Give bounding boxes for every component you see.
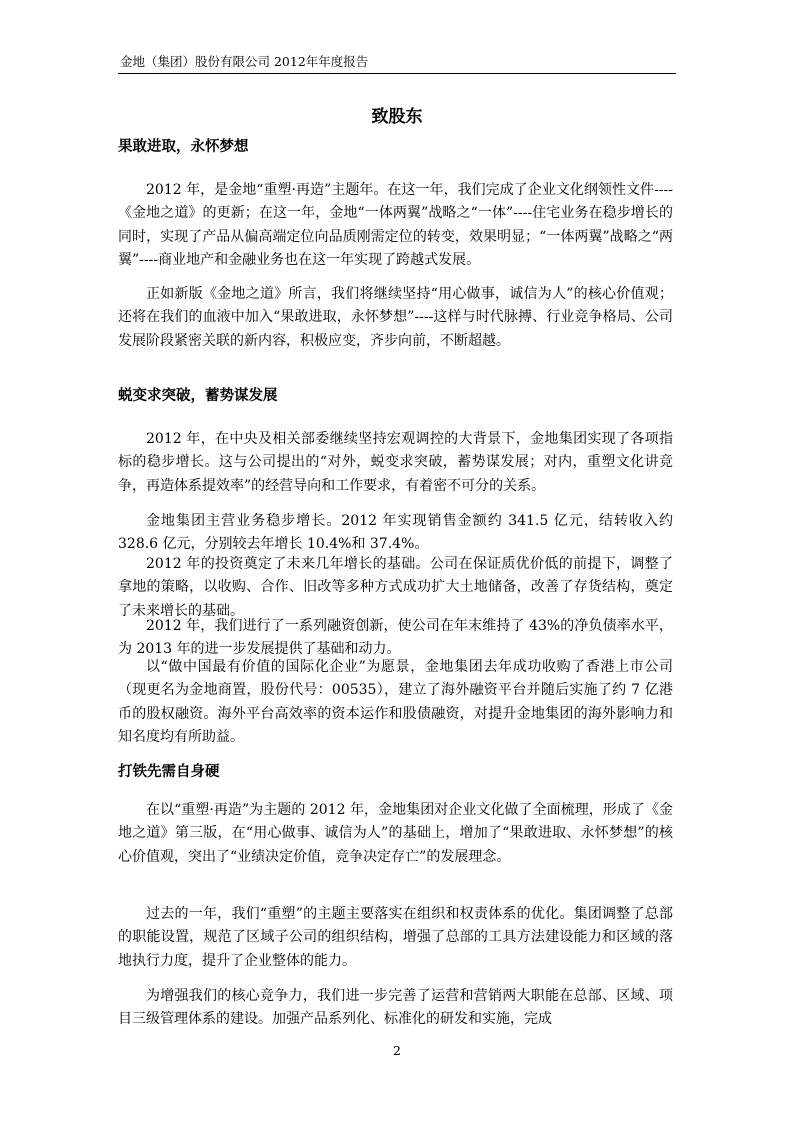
paragraph: 以“做中国最有价值的国际化企业”为愿景，金地集团去年成功收购了香港上市公司（现更名为金地商置，股份代号：00535），建立了海外融资平台并随后实施了约 7 亿港币的股权融资。海外平台高效率的资本运作和股债融资，对提升金地集团的海外影响力和知名度均有所助益。 bbox=[118, 659, 673, 746]
report-header: 金地（集团）股份有限公司 2012年年度报告 bbox=[120, 54, 369, 69]
paragraph: 金地集团主营业务稳步增长。2012 年实现销售金额约 341.5 亿元，结转收入约 328.6 亿元，分别较去年增长 10.4%和 37.4%。 bbox=[118, 513, 673, 553]
paragraph: 2012 年的投资奠定了未来几年增长的基础。公司在保证质优价低的前提下，调整了拿地的策略，以收购、合作、旧改等多种方式成功扩大土地储备，改善了存货结构，奠定了未来增长的基础。 bbox=[118, 556, 673, 619]
paragraph: 过去的一年，我们“重塑”的主题主要落实在组织和权责体系的优化。集团调整了总部的职能设置，规范了区域子公司的组织结构，增强了总部的工具方法建设能力和区域的落地执行力度，提升了企业整体的能力。 bbox=[118, 906, 673, 969]
section-heading-1: 果敢进取，永怀梦想 bbox=[118, 138, 249, 155]
paragraph: 2012 年，我们进行了一系列融资创新，使公司在年末维持了 43%的净负债率水平，为 2013 年的进一步发展提供了基础和动力。 bbox=[118, 618, 673, 658]
page-number: 2 bbox=[393, 1043, 401, 1058]
page-title: 致股东 bbox=[371, 107, 423, 127]
paragraph: 正如新版《金地之道》所言，我们将继续坚持“用心做事，诚信为人”的核心价值观；还将在我们的血液中加入“果敢进取，永怀梦想”----这样与时代脉搏、行业竞争格局、公司发展阶段紧密关联的新内容，积极应变，齐步向前，不断超越。 bbox=[118, 286, 673, 349]
paragraph: 2012 年，在中央及相关部委继续坚持宏观调控的大背景下，金地集团实现了各项指标的稳步增长。这与公司提出的“对外，蜕变求突破，蓄势谋发展；对内，重塑文化讲竞争，再造体系提效率”的经营导向和工作要求，有着密不可分的关系。 bbox=[118, 431, 673, 494]
paragraph: 2012 年，是金地“重塑·再造”主题年。在这一年，我们完成了企业文化纲领性文件----《金地之道》的更新；在这一年，金地“一体两翼”战略之“一体”----住宅业务在稳步增长的同时，实现了产品从偏高端定位向品质刚需定位的转变，效果明显；“一体两翼”战略之“两翼”----商业地产和金融业务也在这一年实现了跨越式发展。 bbox=[118, 182, 673, 269]
header-divider bbox=[118, 73, 676, 74]
section-heading-2: 蜕变求突破，蓄势谋发展 bbox=[118, 387, 278, 404]
section-heading-3: 打铁先需自身硬 bbox=[118, 763, 220, 780]
paragraph: 为增强我们的核心竞争力，我们进一步完善了运营和营销两大职能在总部、区域、项目三级管理体系的建设。加强产品系列化、标准化的研发和实施，完成 bbox=[118, 988, 673, 1028]
paragraph: 在以“重塑·再造”为主题的 2012 年，金地集团对企业文化做了全面梳理，形成了《金地之道》第三版，在“用心做事、诚信为人”的基础上，增加了“果敢进取、永怀梦想”的核心价值观，突出了“业绩决定价值，竞争决定存亡”的发展理念。 bbox=[118, 802, 673, 865]
